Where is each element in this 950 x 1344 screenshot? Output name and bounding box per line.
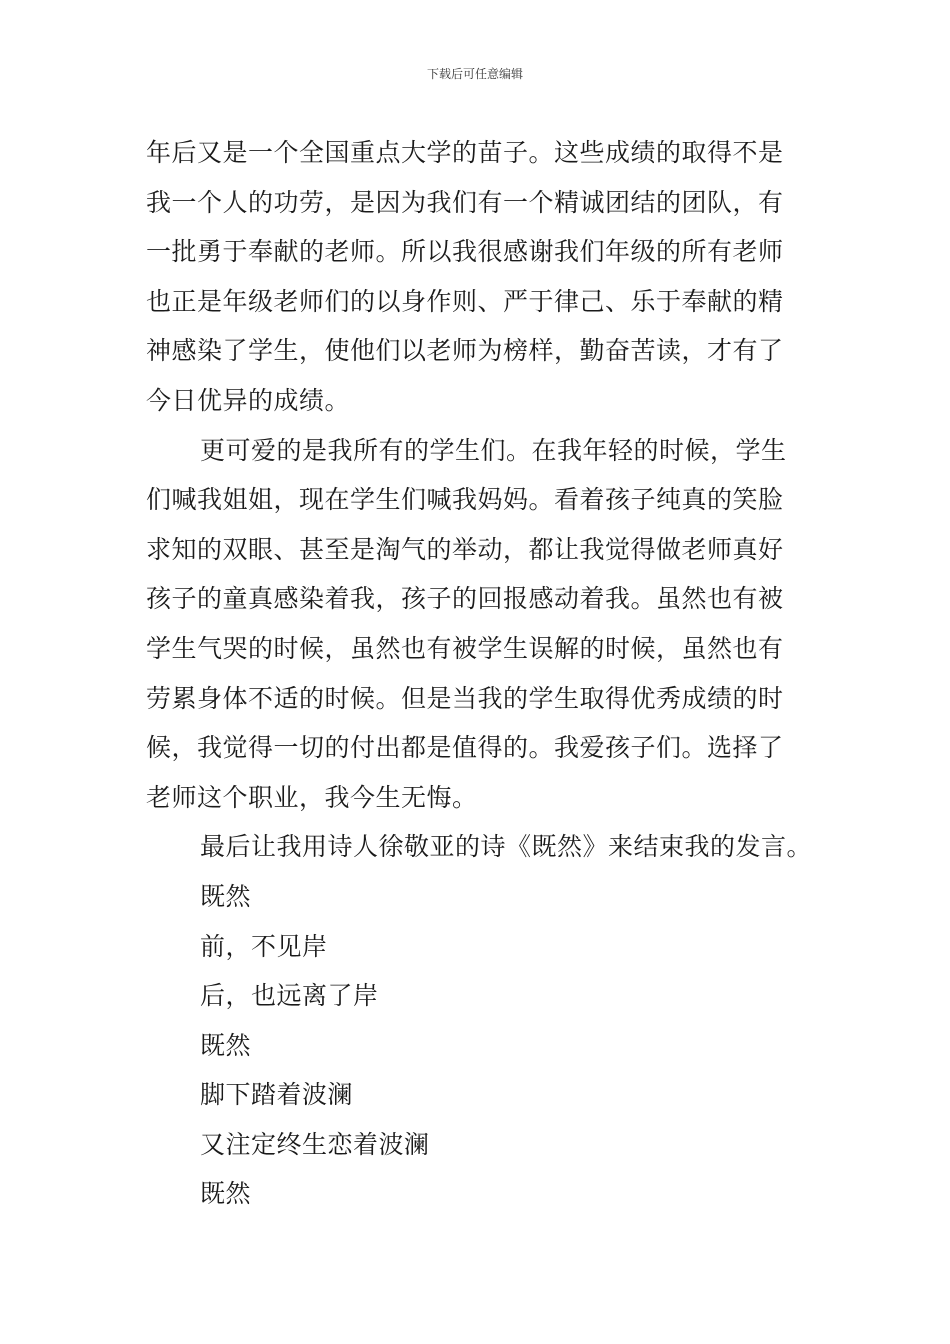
paragraph-3 (146, 822, 813, 872)
text-line: 学生气哭的时候，虽然也有被学生误解的时候，虽然也有 (146, 633, 784, 663)
poem-line: 前，不见岸 (200, 931, 328, 961)
text-line: 年后又是一个全国重点大学的苗子。这些成绩的取得不是 (146, 138, 784, 167)
poem-line: 既然 (200, 1030, 252, 1060)
text-line: 孩子的童真感染着我，孩子的回报感动着我。虽然也有被 (146, 584, 784, 614)
document-body (146, 128, 813, 1219)
text-line: 劳累身体不适的时候。但是当我的学生取得优秀成绩的时 (146, 683, 784, 713)
poem-line: 脚下踏着波澜 (200, 1080, 354, 1110)
text-line: 最后让我用诗人徐敬亚的诗《既然》来结束我的发言。 (200, 832, 813, 862)
text-line: 们喊我姐姐，现在学生们喊我妈妈。看着孩子纯真的笑脸 (146, 485, 784, 515)
text-line: 神感染了学生，使他们以老师为榜样，勤奋苦读，才有了 (146, 336, 784, 366)
text-line: 我一个人的功劳，是因为我们有一个精诚团结的团队，有 (146, 187, 784, 217)
page-header: 下载后可任意编辑 (426, 67, 523, 81)
poem-line: 又注定终生恋着波澜 (200, 1129, 430, 1159)
text-line: 也正是年级老师们的以身作则、严于律己、乐于奉献的精 (146, 286, 784, 316)
poem (146, 872, 808, 1219)
paragraph-2 (146, 426, 808, 823)
text-line: 今日优异的成绩。 (146, 385, 351, 415)
text-line: 老师这个职业，我今生无悔。 (146, 782, 478, 812)
text-line: 一批勇于奉献的老师。所以我很感谢我们年级的所有老师 (146, 237, 784, 267)
text-line: 求知的双眼、甚至是淘气的举动，都让我觉得做老师真好 (146, 534, 784, 564)
text-line: 更可爱的是我所有的学生们。在我年轻的时候，学生 (200, 435, 787, 465)
text-line: 候，我觉得一切的付出都是值得的。我爱孩子们。选择了 (146, 733, 784, 763)
poem-line: 既然 (200, 881, 252, 911)
poem-line: 既然 (200, 1179, 252, 1209)
poem-line: 后，也远离了岸 (200, 981, 379, 1011)
paragraph-1 (146, 128, 808, 426)
